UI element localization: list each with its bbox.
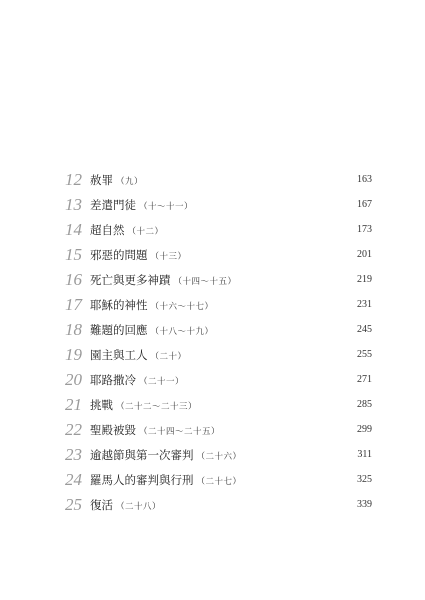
toc-entry[interactable] [58, 243, 372, 268]
chapter-title-text: 差遣門徒 [90, 198, 136, 212]
toc-entry[interactable] [58, 268, 372, 293]
chapter-reference: （十六～十七） [150, 302, 214, 312]
chapter-number: 16 [65, 270, 82, 289]
chapter-title-text: 超自然 [90, 223, 125, 237]
chapter-number: 13 [65, 195, 82, 214]
page-number: 339 [357, 499, 372, 510]
chapter-reference: （二十一） [139, 377, 185, 387]
chapter-title [90, 293, 214, 319]
chapter-reference: （十八～十九） [150, 327, 214, 337]
chapter-title-text: 赦罪 [90, 173, 113, 187]
chapter-title [90, 443, 242, 469]
chapter-title [90, 168, 143, 194]
chapter-title-text: 難題的回應 [90, 323, 148, 337]
toc-entry[interactable] [58, 368, 372, 393]
chapter-title-text: 復活 [90, 498, 113, 512]
toc-entry[interactable] [58, 168, 372, 193]
toc-entry[interactable] [58, 393, 372, 418]
chapter-number: 14 [65, 220, 82, 239]
page-number: 299 [357, 424, 372, 435]
chapter-reference: （二十） [150, 352, 187, 362]
page-number: 231 [357, 299, 372, 310]
chapter-number: 12 [65, 170, 82, 189]
chapter-reference: （九） [116, 177, 144, 187]
chapter-title-text: 園主與工人 [90, 348, 148, 362]
chapter-number: 21 [65, 395, 82, 414]
chapter-number: 24 [65, 470, 82, 489]
toc-entry[interactable] [58, 293, 372, 318]
page-number: 255 [357, 349, 372, 360]
chapter-title-text: 挑戰 [90, 398, 113, 412]
toc-entry[interactable] [58, 493, 372, 518]
chapter-number: 23 [65, 445, 82, 464]
chapter-title [90, 218, 164, 244]
chapter-title [90, 343, 187, 369]
toc-entry[interactable] [58, 193, 372, 218]
page-number: 167 [357, 199, 372, 210]
page-number: 201 [357, 249, 372, 260]
chapter-reference: （二十二～二十三） [116, 402, 198, 412]
chapter-title-text: 聖殿被毀 [90, 423, 136, 437]
chapter-title-text: 邪惡的問題 [90, 248, 148, 262]
chapter-title [90, 418, 220, 444]
chapter-number: 22 [65, 420, 82, 439]
chapter-title [90, 493, 161, 519]
chapter-number: 17 [65, 295, 82, 314]
chapter-title-text: 死亡與更多神蹟 [90, 273, 171, 287]
chapter-reference: （二十六） [196, 452, 242, 462]
chapter-title-text: 逾越節與第一次審判 [90, 448, 194, 462]
chapter-number: 15 [65, 245, 82, 264]
page-number: 173 [357, 224, 372, 235]
page-number: 219 [357, 274, 372, 285]
chapter-title [90, 243, 187, 269]
toc-entry[interactable] [58, 418, 372, 443]
page-number: 245 [357, 324, 372, 335]
chapter-reference: （十二） [127, 227, 164, 237]
chapter-title [90, 393, 197, 419]
toc-entry[interactable] [58, 318, 372, 343]
chapter-number: 18 [65, 320, 82, 339]
page-number: 311 [357, 449, 372, 460]
chapter-reference: （二十四～二十五） [139, 427, 221, 437]
table-of-contents [58, 168, 372, 518]
chapter-reference: （十～十一） [139, 202, 194, 212]
chapter-title-text: 羅馬人的審判與行刑 [90, 473, 194, 487]
chapter-title-text: 耶穌的神性 [90, 298, 148, 312]
chapter-title-text: 耶路撒冷 [90, 373, 136, 387]
page-number: 325 [357, 474, 372, 485]
toc-entry[interactable] [58, 218, 372, 243]
toc-entry[interactable] [58, 343, 372, 368]
chapter-number: 25 [65, 495, 82, 514]
toc-entry[interactable] [58, 443, 372, 468]
toc-entry[interactable] [58, 468, 372, 493]
page-number: 271 [357, 374, 372, 385]
chapter-title [90, 318, 214, 344]
page-number: 285 [357, 399, 372, 410]
chapter-reference: （二十七） [196, 477, 242, 487]
page-number: 163 [357, 174, 372, 185]
chapter-title [90, 268, 237, 294]
chapter-number: 20 [65, 370, 82, 389]
chapter-reference: （二十八） [116, 502, 162, 512]
chapter-reference: （十四～十五） [173, 277, 237, 287]
chapter-title [90, 193, 193, 219]
chapter-title [90, 468, 242, 494]
chapter-number: 19 [65, 345, 82, 364]
chapter-title [90, 368, 184, 394]
chapter-reference: （十三） [150, 252, 187, 262]
